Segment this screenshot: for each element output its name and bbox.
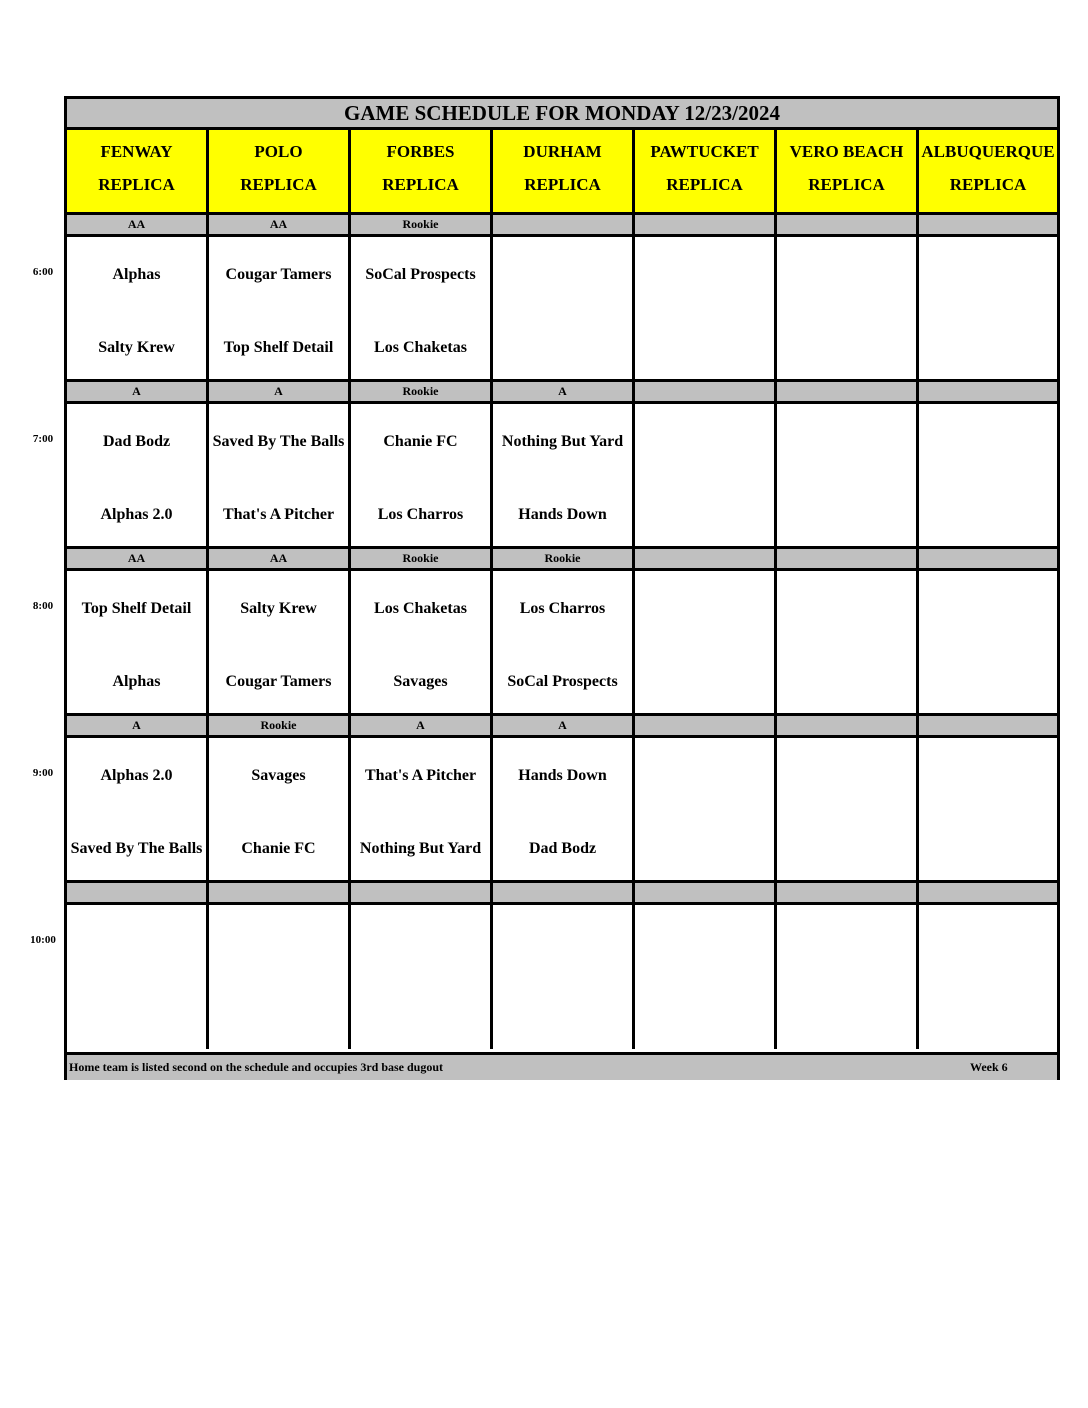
team-name: Chanie FC — [241, 839, 316, 857]
team-name: Saved By The Balls — [70, 839, 203, 857]
division-label: AA — [67, 549, 209, 568]
away-team — [209, 754, 348, 796]
division-label: A — [67, 382, 209, 401]
time-label: 10:00 — [30, 934, 56, 946]
division-label: A — [67, 716, 209, 735]
away-team — [351, 253, 490, 295]
home-team — [493, 827, 632, 869]
field-name: PAWTUCKET — [650, 142, 759, 161]
home-team — [777, 994, 916, 1036]
team-name: Los Chaketas — [374, 599, 467, 617]
division-label — [67, 883, 209, 902]
away-team — [209, 420, 348, 462]
away-team — [67, 921, 206, 963]
field-header — [777, 130, 919, 212]
division-label — [351, 883, 493, 902]
division-band — [67, 379, 1057, 404]
team-name: That's A Pitcher — [222, 505, 335, 523]
field-name: FORBES — [386, 142, 455, 161]
field-name: DURHAM — [523, 142, 602, 161]
away-team — [493, 921, 632, 963]
division-label — [777, 382, 919, 401]
away-team — [493, 420, 632, 462]
week-label: Week 6 — [970, 1060, 1008, 1074]
division-label: A — [493, 382, 635, 401]
division-label: AA — [67, 215, 209, 234]
division-label: A — [209, 382, 351, 401]
field-subtitle: REPLICA — [949, 175, 1027, 194]
division-band — [67, 713, 1057, 738]
team-name: Savages — [251, 766, 306, 784]
team-name: Nothing But Yard — [501, 432, 624, 450]
time-label: 7:00 — [32, 433, 54, 445]
team-name: Hands Down — [518, 505, 607, 523]
team-name: Cougar Tamers — [225, 672, 332, 690]
division-label: A — [493, 716, 635, 735]
home-team — [777, 660, 916, 702]
home-team — [635, 994, 774, 1036]
home-team — [67, 994, 206, 1036]
team-name: Nothing But Yard — [359, 839, 482, 857]
home-team — [67, 827, 206, 869]
away-team — [777, 921, 916, 963]
division-label — [919, 382, 1061, 401]
away-team — [67, 587, 206, 629]
home-team — [209, 326, 348, 368]
division-label — [635, 883, 777, 902]
division-label: AA — [209, 215, 351, 234]
division-label — [919, 716, 1061, 735]
team-name: That's A Pitcher — [364, 766, 477, 784]
schedule-footer — [67, 1052, 1057, 1080]
away-team — [635, 921, 774, 963]
field-subtitle: REPLICA — [524, 175, 601, 194]
home-team — [919, 493, 1058, 535]
field-subtitle: REPLICA — [808, 175, 885, 194]
home-team — [209, 994, 348, 1036]
away-team — [493, 253, 632, 295]
away-team — [67, 420, 206, 462]
field-name: FENWAY — [100, 142, 173, 161]
away-team — [209, 253, 348, 295]
home-team — [635, 493, 774, 535]
division-label: Rookie — [493, 549, 635, 568]
away-team — [67, 754, 206, 796]
division-label — [919, 883, 1061, 902]
home-team — [635, 827, 774, 869]
away-team — [67, 253, 206, 295]
home-team — [351, 493, 490, 535]
team-name: Los Charros — [377, 505, 464, 523]
team-name: Chanie FC — [383, 432, 458, 450]
away-team — [919, 420, 1058, 462]
division-label: A — [351, 716, 493, 735]
team-name: Dad Bodz — [528, 839, 597, 857]
away-team — [777, 253, 916, 295]
away-team — [919, 587, 1058, 629]
away-team — [635, 587, 774, 629]
division-label — [635, 382, 777, 401]
away-team — [919, 754, 1058, 796]
team-name: Hands Down — [518, 766, 607, 784]
division-label — [777, 883, 919, 902]
division-label: Rookie — [351, 215, 493, 234]
field-name: ALBUQUERQUE — [921, 142, 1055, 161]
division-label — [777, 215, 919, 234]
home-team — [777, 326, 916, 368]
away-team — [635, 754, 774, 796]
away-team — [635, 253, 774, 295]
field-header — [493, 130, 635, 212]
division-label — [635, 215, 777, 234]
away-team — [351, 921, 490, 963]
team-name: Salty Krew — [240, 599, 317, 617]
team-name: Savages — [393, 672, 448, 690]
away-team — [351, 754, 490, 796]
schedule-table — [64, 96, 1060, 1080]
time-label: 8:00 — [32, 600, 54, 612]
team-name: Alphas 2.0 — [100, 766, 173, 784]
division-label — [209, 883, 351, 902]
away-team — [351, 420, 490, 462]
away-team — [209, 587, 348, 629]
division-label — [493, 215, 635, 234]
field-subtitle: REPLICA — [666, 175, 743, 194]
field-header — [919, 130, 1057, 212]
team-name: Top Shelf Detail — [81, 599, 192, 617]
team-name: Dad Bodz — [102, 432, 171, 450]
home-team — [777, 493, 916, 535]
field-subtitle: REPLICA — [240, 175, 317, 194]
field-header — [67, 130, 209, 212]
home-team — [493, 326, 632, 368]
division-label — [777, 549, 919, 568]
home-team — [351, 827, 490, 869]
field-header — [209, 130, 351, 212]
home-team — [777, 827, 916, 869]
away-team — [209, 921, 348, 963]
division-label — [635, 716, 777, 735]
home-team — [209, 493, 348, 535]
home-team — [493, 994, 632, 1036]
home-team — [67, 326, 206, 368]
home-team — [493, 660, 632, 702]
time-label: 9:00 — [32, 767, 54, 779]
division-label: Rookie — [351, 549, 493, 568]
footer-note: Home team is listed second on the schedule and occupies 3rd base dugout — [69, 1060, 444, 1074]
team-name: Alphas — [112, 265, 161, 283]
division-label — [919, 215, 1061, 234]
home-team — [351, 326, 490, 368]
division-band — [67, 546, 1057, 571]
field-subtitle: REPLICA — [382, 175, 459, 194]
home-team — [919, 660, 1058, 702]
field-header — [351, 130, 493, 212]
home-team — [919, 326, 1058, 368]
division-label: Rookie — [351, 382, 493, 401]
away-team — [777, 420, 916, 462]
home-team — [919, 994, 1058, 1036]
away-team — [919, 253, 1058, 295]
team-name: Alphas — [112, 672, 161, 690]
team-name: Los Chaketas — [374, 338, 467, 356]
team-name: Top Shelf Detail — [223, 338, 334, 356]
division-label — [777, 716, 919, 735]
division-band — [67, 212, 1057, 237]
home-team — [919, 827, 1058, 869]
team-name: Alphas 2.0 — [100, 505, 173, 523]
team-name: Cougar Tamers — [225, 265, 332, 283]
team-name: SoCal Prospects — [365, 265, 476, 283]
away-team — [493, 754, 632, 796]
field-name: POLO — [254, 142, 303, 161]
away-team — [777, 754, 916, 796]
field-header — [635, 130, 777, 212]
division-label: AA — [209, 549, 351, 568]
team-name: Salty Krew — [98, 338, 175, 356]
field-name: VERO BEACH — [789, 142, 904, 161]
home-team — [635, 660, 774, 702]
away-team — [351, 587, 490, 629]
away-team — [635, 420, 774, 462]
division-label: Rookie — [209, 716, 351, 735]
time-label: 6:00 — [32, 266, 54, 278]
home-team — [351, 994, 490, 1036]
away-team — [493, 587, 632, 629]
away-team — [919, 921, 1058, 963]
home-team — [635, 326, 774, 368]
away-team — [777, 587, 916, 629]
home-team — [209, 827, 348, 869]
team-name: SoCal Prospects — [507, 672, 618, 690]
home-team — [209, 660, 348, 702]
schedule-title: GAME SCHEDULE FOR MONDAY 12/23/2024 — [67, 99, 1057, 130]
home-team — [67, 493, 206, 535]
division-label — [493, 883, 635, 902]
field-subtitle: REPLICA — [98, 175, 175, 194]
division-label — [919, 549, 1061, 568]
home-team — [351, 660, 490, 702]
home-team — [67, 660, 206, 702]
division-band — [67, 880, 1057, 905]
team-name: Saved By The Balls — [212, 432, 345, 450]
team-name: Los Charros — [519, 599, 606, 617]
division-label — [635, 549, 777, 568]
home-team — [493, 493, 632, 535]
